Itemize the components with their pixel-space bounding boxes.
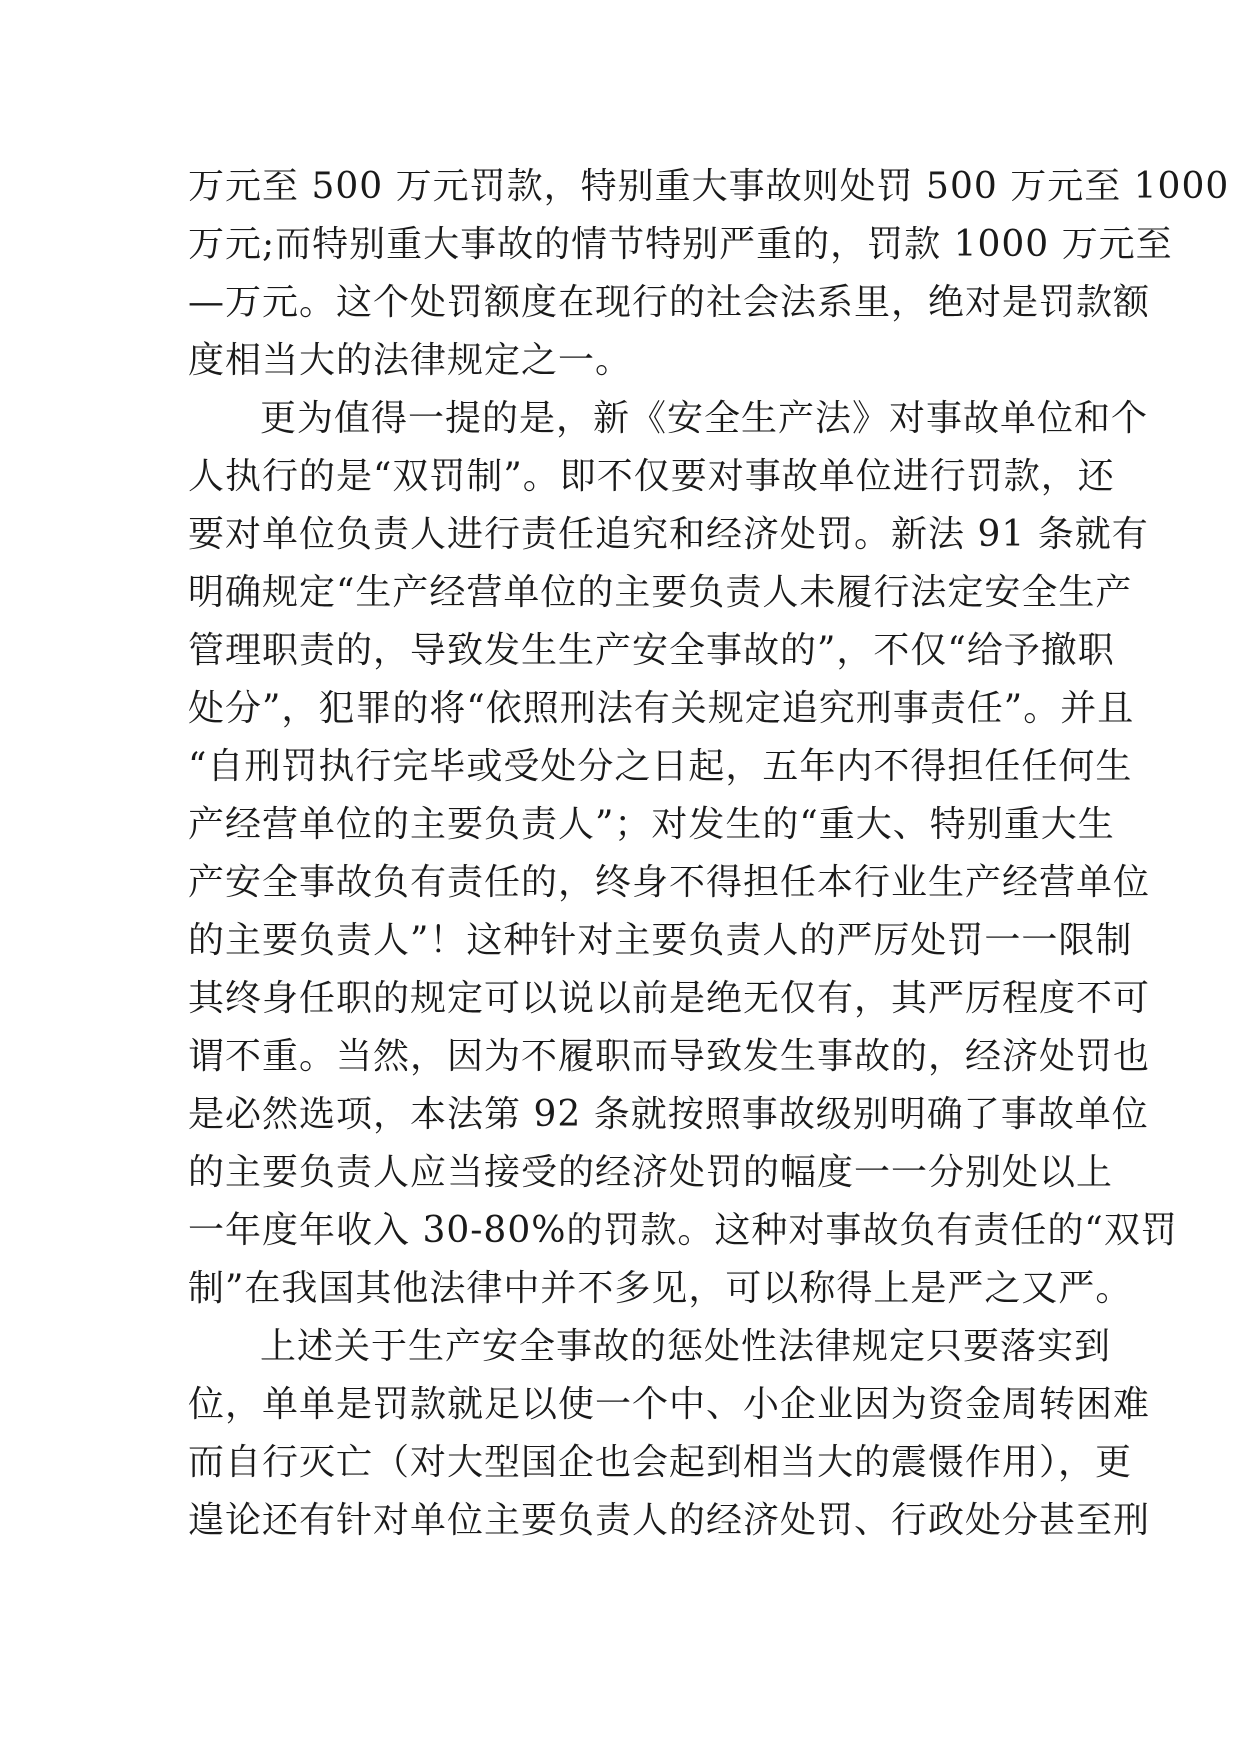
text-line: 其终身任职的规定可以说以前是绝无仅有，其严厉程度不可 bbox=[188, 978, 1151, 1019]
text-line: 产安全事故负有责任的，终身不得担任本行业生产经营单位 bbox=[188, 862, 1151, 903]
text-line: “自刑罚执行完毕或受处分之日起，五年内不得担任任何生 bbox=[188, 746, 1133, 787]
text-line: 更为值得一提的是，新《安全生产法》对事故单位和个 bbox=[260, 398, 1149, 439]
text-line: 度相当大的法律规定之一。 bbox=[188, 340, 633, 381]
paragraph-2 bbox=[188, 390, 1178, 1318]
text-line: 一年度年收入 30-80%的罚款。这种对事故负有责任的“双罚 bbox=[188, 1210, 1178, 1251]
text-line: 产经营单位的主要负责人”；对发生的“重大、特别重大生 bbox=[188, 804, 1115, 845]
text-line: 万元;而特别重大事故的情节特别严重的，罚款 1000 万元至 bbox=[188, 224, 1173, 265]
paragraph-1 bbox=[188, 158, 1230, 390]
text-line: 人执行的是“双罚制”。即不仅要对事故单位进行罚款，还 bbox=[188, 456, 1115, 497]
text-line: 管理职责的，导致发生生产安全事故的”，不仅“给予撤职 bbox=[188, 630, 1115, 671]
text-line: 万元至 500 万元罚款，特别重大事故则处罚 500 万元至 1000 bbox=[188, 166, 1230, 207]
text-line: 位，单单是罚款就足以使一个中、小企业因为资金周转困难 bbox=[188, 1384, 1151, 1425]
text-line: 的主要负责人”！这种针对主要负责人的严厉处罚一一限制 bbox=[188, 920, 1133, 961]
text-line: 是必然选项，本法第 92 条就按照事故级别明确了事故单位 bbox=[188, 1094, 1149, 1135]
text-line: 制”在我国其他法律中并不多见，可以称得上是严之又严。 bbox=[188, 1268, 1133, 1309]
text-line: 的主要负责人应当接受的经济处罚的幅度一一分别处以上 bbox=[188, 1152, 1114, 1193]
text-line: 处分”，犯罪的将“依照刑法有关规定追究刑事责任”。并且 bbox=[188, 688, 1135, 729]
text-line: 要对单位负责人进行责任追究和经济处罚。新法 91 条就有 bbox=[188, 514, 1149, 555]
text-line: 而自行灭亡（对大型国企也会起到相当大的震慑作用），更 bbox=[188, 1442, 1133, 1483]
document-page bbox=[188, 158, 1230, 1550]
text-line: 谓不重。当然，因为不履职而导致发生事故的，经济处罚也 bbox=[188, 1036, 1151, 1077]
paragraph-3 bbox=[188, 1318, 1151, 1550]
text-line: 上述关于生产安全事故的惩处性法律规定只要落实到 bbox=[260, 1326, 1112, 1367]
text-line: 明确规定“生产经营单位的主要负责人未履行法定安全生产 bbox=[188, 572, 1133, 613]
text-line: —万元。这个处罚额度在现行的社会法系里，绝对是罚款额 bbox=[188, 282, 1151, 323]
text-line: 遑论还有针对单位主要负责人的经济处罚、行政处分甚至刑 bbox=[188, 1500, 1151, 1541]
